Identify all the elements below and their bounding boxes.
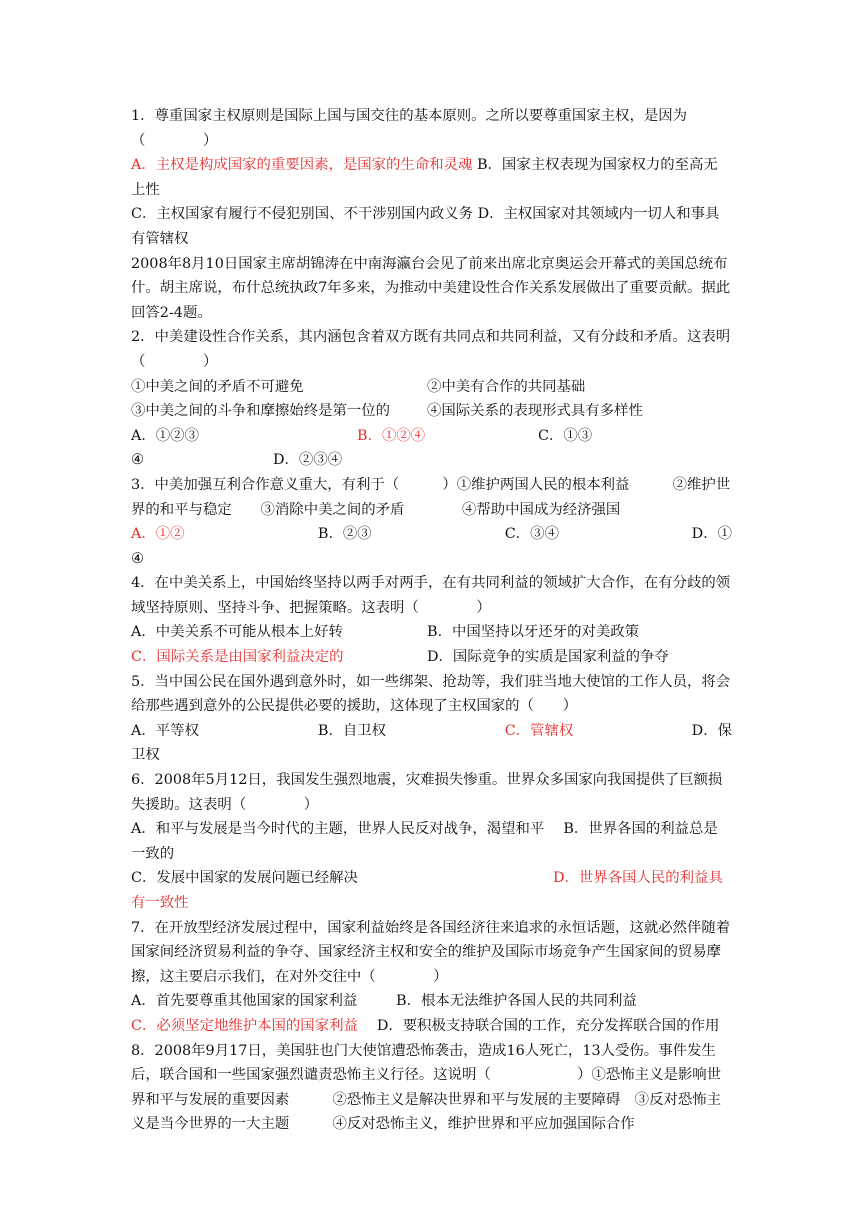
question-4-option-d: D．国际竞争的实质是国家利益的争夺 <box>427 649 669 666</box>
question-1-option-b: B．国家主权表现为国家权力的至高无上性 <box>131 157 718 198</box>
question-7-option-a: A．首先要尊重其他国家的国家利益 <box>131 993 358 1010</box>
question-2-statement-4: ④国际关系的表现形式具有多样性 <box>427 403 643 420</box>
question-1-stem: 1．尊重国家主权原则是国际上国与国交往的基本原则。之所以要尊重国家主权，是因为（ ） <box>131 108 688 149</box>
question-1-option-c: C．主权国家有履行不侵犯别国、不干涉别国内政义务 <box>131 206 473 223</box>
question-1-option-d: D．主权国家对其领域内一切人和事具有管辖权 <box>131 206 720 247</box>
question-2-statement-2: ②中美有合作的共同基础 <box>427 378 586 395</box>
question-4-option-c: C．国际关系是由国家利益决定的 <box>131 649 344 666</box>
question-5-option-d: D．保 <box>691 722 732 739</box>
question-2-options-row-2 <box>131 448 732 473</box>
question-2-statement-1: ①中美之间的矛盾不可避免 <box>131 378 304 395</box>
question-2-option-b: B．①②④ <box>357 427 426 444</box>
question-6-option-c: C．发展中国家的发展问题已经解决 <box>131 870 358 887</box>
question-8-stem: 8．2008年9月17日，美国驻也门大使馆遭恐怖袭击，造成16人死亡，13人受伤。事件发生后，联合国和一些国家强烈谴责恐怖主义行径。这说明（ ）①恐怖主义是影响世界和平与发展的重要因素 ②恐怖主义是解决世界和平与发展的主要障碍 ③反对恐怖主义是当今世界的一大主题 ④反对恐怖主义，维护世界和平应加强国际合作 <box>131 1042 722 1133</box>
question-7-stem: 7．在开放型经济发展过程中，国家利益始终是各国经济往来追求的永恒话题，这就必然伴随着国家间经济贸易利益的争夺、国家经济主权和安全的维护及国际市场竞争产生国家间的贸易摩擦，这主要启示我们，在对外交往中（ ） <box>131 919 731 985</box>
question-2-stem: 2．中美建设性合作关系，其内涵包含着双方既有共同点和共同利益，又有分歧和矛盾。这表明（ ） <box>131 329 731 370</box>
question-6-option-d-head: D．世界各国人民的利益具 <box>553 870 723 887</box>
question-2-option-c: C．①③ <box>538 427 593 444</box>
question-1-option-a: A．主权是构成国家的重要因素，是国家的生命和灵魂 <box>131 157 473 174</box>
question-7-options-ab <box>131 989 732 1014</box>
question-2-statement-3: ③中美之间的斗争和摩擦始终是第一位的 <box>131 403 391 420</box>
question-2-option-d: D．②③④ <box>273 452 343 469</box>
question-5-option-a: A．平等权 <box>131 722 199 739</box>
question-1-options-cd <box>131 202 732 251</box>
question-5-option-c: C．管辖权 <box>504 722 574 739</box>
question-4-option-b: B．中国坚持以牙还牙的对美政策 <box>427 624 640 641</box>
question-5-stem: 5．当中国公民在国外遇到意外时，如一些绑架、抢劫等，我们驻当地大使馆的工作人员，将会给那些遇到意外的公民提供必要的援助，这体现了主权国家的（ ） <box>131 673 731 715</box>
question-3-stem: 3．中美加强互利合作意义重大，有利于（ ）①维护两国人民的根本利益 ②维护世界的和平与稳定 ③消除中美之间的矛盾 ④帮助中国成为经济强国 <box>131 476 731 518</box>
question-5-option-d-tail: 卫权 <box>131 747 160 764</box>
question-4-options-ab <box>131 620 732 645</box>
question-6-options-ab <box>131 817 732 866</box>
question-6-option-b: B．世界各国的利益总是一致的 <box>131 821 718 862</box>
question-7-option-b: B．根本无法维护各国人民的共同利益 <box>396 993 637 1010</box>
question-4-option-a: A．中美关系不可能从根本上好转 <box>131 624 343 641</box>
question-2-statements-row-2 <box>131 399 732 424</box>
question-3-option-d: D．① <box>691 526 732 543</box>
question-2-options-row <box>131 424 732 449</box>
question-5-options-row <box>131 719 732 744</box>
question-6-options-cd <box>131 866 732 891</box>
question-3-option-a: A．①② <box>131 526 185 543</box>
question-2-option-c-tail: ④ <box>131 452 144 469</box>
question-3-option-d-tail: ④ <box>131 550 144 567</box>
question-7-option-d: D．要积极支持联合国的工作，充分发挥联合国的作用 <box>376 1017 720 1034</box>
question-3-options-row <box>131 522 732 547</box>
question-7-options-cd <box>131 1014 732 1039</box>
question-2-statements-row-1 <box>131 375 732 400</box>
question-2-option-a: A．①②③ <box>131 427 199 444</box>
material-paragraph: 2008年8月10日国家主席胡锦涛在中南海瀛台会见了前来出席北京奥运会开幕式的美国总统布什。胡主席说，布什总统执政7年多来，为推动中美建设性合作关系发展做出了重要贡献。据此回答2-4题。 <box>131 255 731 321</box>
question-7-option-c: C．必须坚定地维护本国的国家利益 <box>131 1017 358 1034</box>
question-1-options-ab <box>131 153 732 202</box>
question-6-option-d-tail: 有一致性 <box>131 895 189 911</box>
question-6-stem: 6．2008年5月12日，我国发生强烈地震，灾难损失惨重。世界众多国家向我国提供了巨额损失援助。这表明（ ） <box>131 772 723 813</box>
question-3-option-b: B．②③ <box>317 526 372 543</box>
question-4-options-cd <box>131 645 732 670</box>
question-4-stem: 4．在中美关系上，中国始终坚持以两手对两手，在有共同利益的领域扩大合作，在有分歧的领域坚持原则、坚持斗争、把握策略。这表明（ ） <box>131 575 731 616</box>
question-6-option-a: A．和平与发展是当今时代的主题，世界人民反对战争，渴望和平 <box>131 821 545 838</box>
question-5-option-b: B．自卫权 <box>317 722 387 739</box>
question-3-option-c: C．③④ <box>504 526 559 543</box>
